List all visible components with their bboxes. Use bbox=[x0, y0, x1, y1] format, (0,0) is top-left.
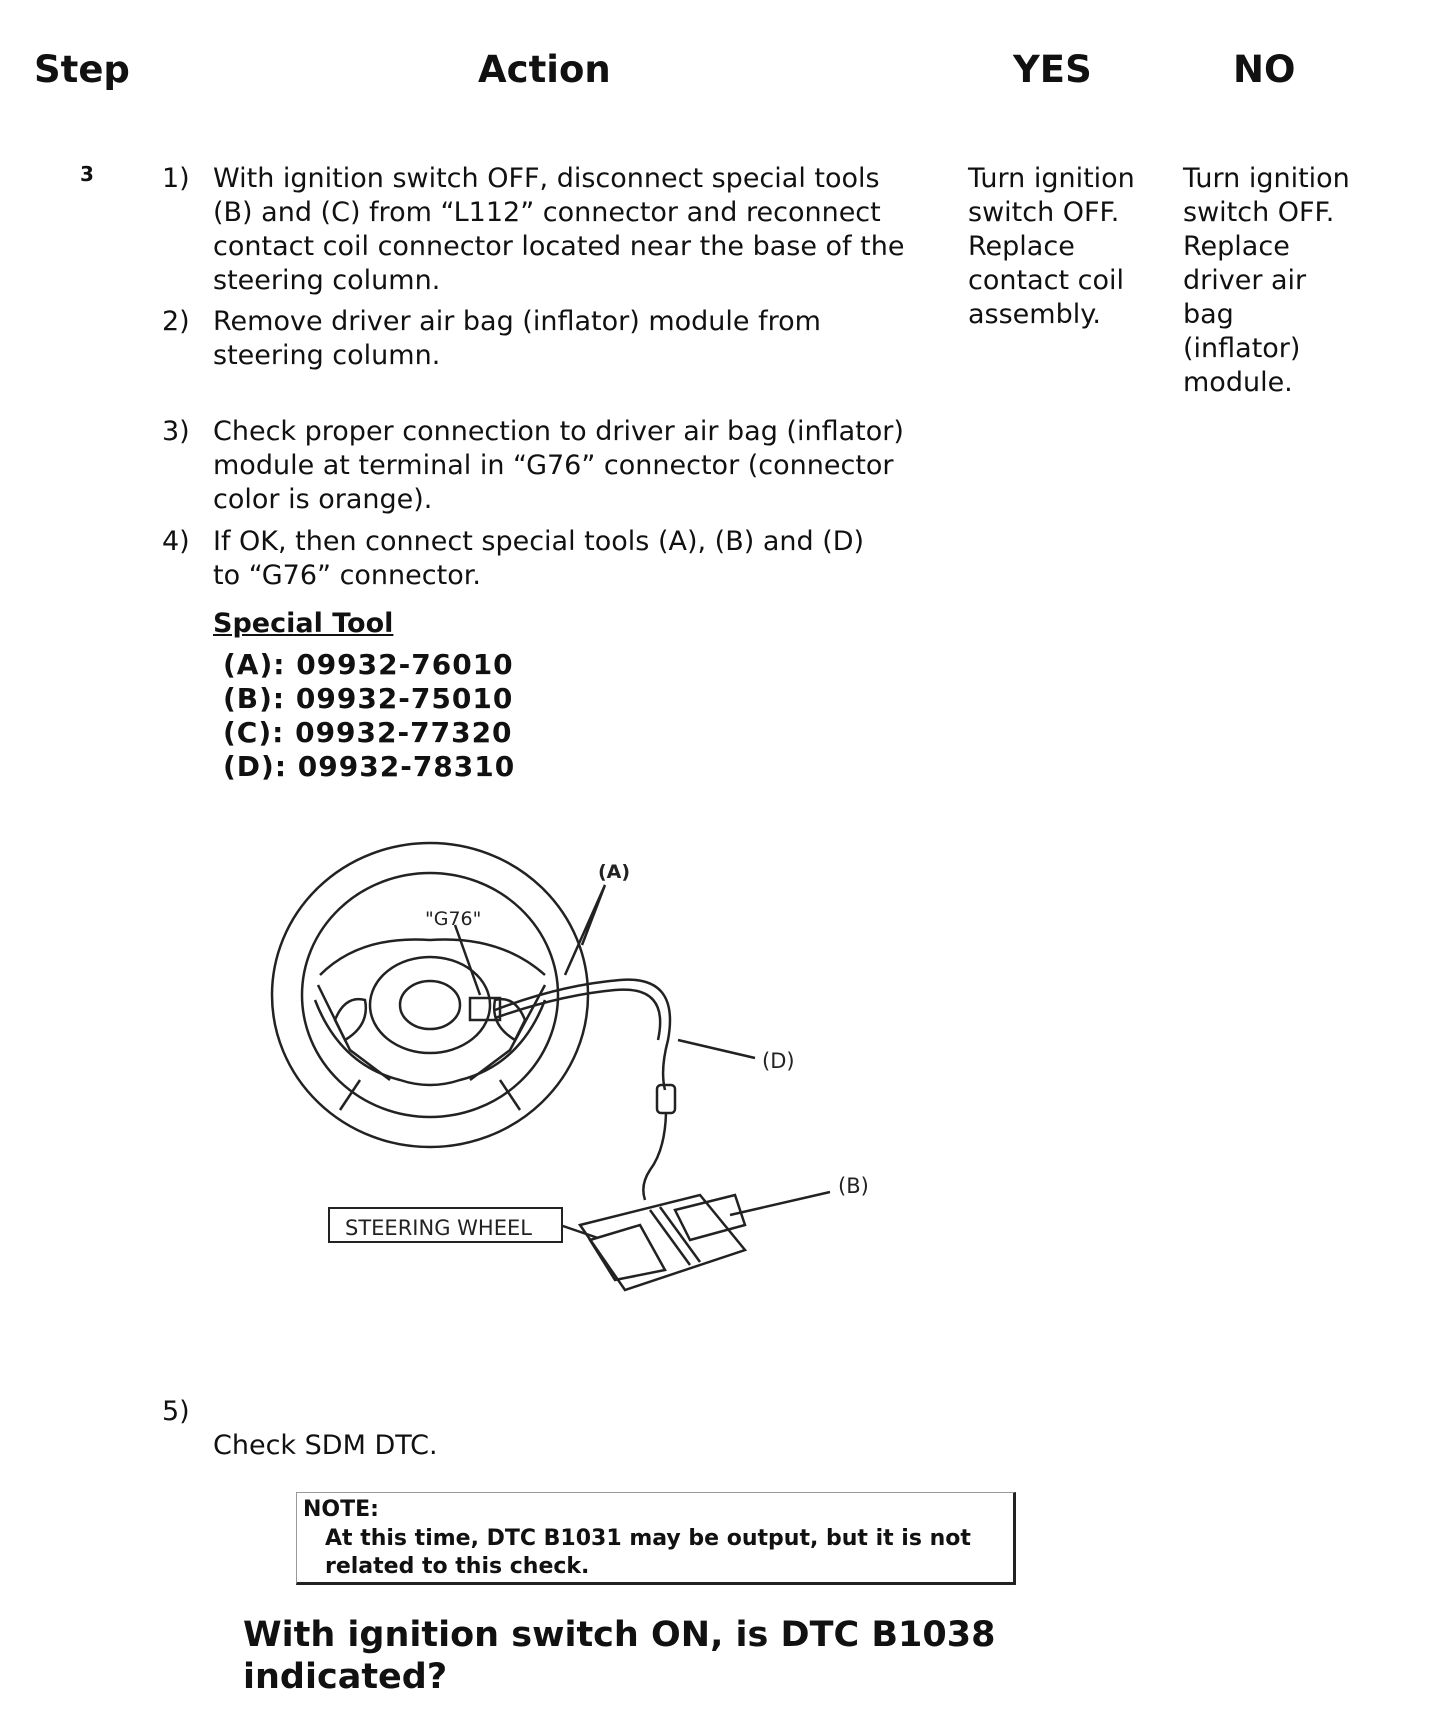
action-2-text: Remove driver air bag (inflator) module from steering column. bbox=[213, 306, 821, 371]
header-action: Action bbox=[478, 48, 611, 91]
wheel-hub-center bbox=[400, 981, 460, 1029]
cable-lower bbox=[643, 1113, 666, 1200]
tool-box-panel-right bbox=[675, 1195, 745, 1240]
header-step: Step bbox=[34, 48, 130, 91]
label-steering-wheel: STEERING WHEEL bbox=[345, 1216, 532, 1240]
pointer-steering bbox=[560, 1225, 598, 1238]
special-tool-title: Special Tool bbox=[213, 608, 394, 639]
pointer-b bbox=[730, 1192, 830, 1215]
header-no: NO bbox=[1233, 48, 1296, 91]
pointer-g76 bbox=[455, 925, 480, 995]
action-1-number: 1) bbox=[162, 163, 190, 194]
special-tool-b: (B): 09932-75010 bbox=[223, 682, 514, 715]
special-tool-d: (D): 09932-78310 bbox=[223, 750, 516, 783]
action-3-number: 3) bbox=[162, 416, 190, 447]
note-title: NOTE: bbox=[303, 1497, 379, 1522]
action-4-text: If OK, then connect special tools (A), (B) and (D) to “G76” connector. bbox=[213, 526, 865, 591]
action-5-text: Check SDM DTC. bbox=[213, 1430, 438, 1461]
label-b: (B) bbox=[838, 1174, 869, 1198]
action-5-number: 5) bbox=[162, 1396, 190, 1427]
header-yes: YES bbox=[1013, 48, 1092, 91]
action-3-text: Check proper connection to driver air bag (inflator) module at terminal in “G76” connector (connector color is orange). bbox=[213, 416, 904, 515]
tool-box-panel-left bbox=[590, 1225, 665, 1280]
note-text: At this time, DTC B1031 may be output, but it is not related to this check. bbox=[325, 1526, 971, 1579]
pointer-d bbox=[678, 1040, 755, 1058]
special-tool-a: (A): 09932-76010 bbox=[223, 648, 514, 681]
action-1-text: With ignition switch OFF, disconnect special tools (B) and (C) from “L112” connector and reconnect contact coil connector located near the base of the steering column. bbox=[213, 163, 905, 296]
label-a: (A) bbox=[598, 861, 631, 883]
step-question: With ignition switch ON, is DTC B1038 indicated? bbox=[243, 1615, 996, 1697]
wheel-spoke-detail-left bbox=[335, 999, 366, 1040]
no-result: Turn ignition switch OFF. Replace driver air bag (inflator) module. bbox=[1183, 163, 1350, 398]
step-number: 3 bbox=[80, 162, 94, 186]
label-d: (D) bbox=[762, 1049, 795, 1073]
special-tool-c: (C): 09932-77320 bbox=[223, 716, 513, 749]
action-4-number: 4) bbox=[162, 526, 190, 557]
label-g76: "G76" bbox=[425, 908, 482, 930]
action-2-number: 2) bbox=[162, 306, 190, 337]
yes-result: Turn ignition switch OFF. Replace contact coil assembly. bbox=[968, 163, 1135, 330]
